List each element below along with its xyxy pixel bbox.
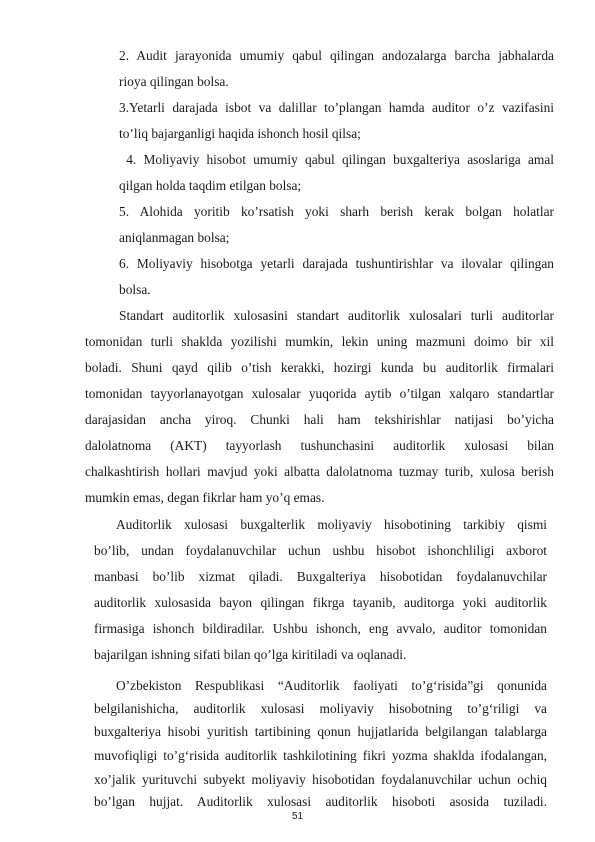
auditorlik-paragraph-line-5: firmasiga ishonch bildiradilar. Ushbu ishonch, eng avvalo, auditor tomonidan [94, 621, 547, 636]
standard-paragraph-line-2: tomonidan turli shaklda yozilishi mumkin, lekin uning mazmuni doimo bir xil [85, 334, 554, 349]
item-4-line-2: qilgan holda taqdim etilgan bolsa; [119, 178, 302, 193]
item-4-line-1: 4. Moliyaviy hisobot umumiy qabul qilingan buxgalteriya asoslariga amal [119, 152, 554, 167]
page-number: 51 [291, 811, 304, 822]
standard-paragraph-line-8: mumkin emas, degan fikrlar ham yo’q emas. [85, 490, 325, 505]
standard-paragraph-line-5: darajasidan ancha yiroq. Chunki hali ham tekshirishlar natijasi bo’yicha [85, 412, 554, 427]
item-5-line-2: aniqlanmagan bolsa; [119, 230, 230, 245]
auditorlik-paragraph-line-3: manbasi bo’lib xizmat qiladi. Buxgalteriya hisobotidan foydalanuvchilar [94, 569, 547, 584]
item-3-line-1: 3.Yetarli darajada isbot va dalillar to’plangan hamda auditor o’z vazifasini [119, 100, 554, 115]
law-paragraph-line-6: bo’lgan hujjat. Auditorlik xulosasi auditorlik hisoboti asosida tuziladi. [94, 794, 547, 809]
law-paragraph-line-2: belgilanishicha, auditorlik xulosasi moliyaviy hisobotning to’g‘riligi va [94, 701, 547, 716]
standard-paragraph-line-7: chalkashtirish hollari mavjud yoki albatta dalolatnoma tuzmay turib, xulosa berish [85, 464, 554, 479]
auditorlik-paragraph-line-2: bo’lib, undan foydalanuvchilar uchun ushbu hisobot ishonchliligi axborot [94, 543, 547, 558]
law-paragraph-line-3: buxgalteriya hisobi yuritish tartibining qonun hujjatlarida belgilangan talablarga [94, 724, 547, 739]
auditorlik-paragraph-line-1: Auditorlik xulosasi buxgalterlik moliyaviy hisobotining tarkibiy qismi [116, 517, 547, 532]
item-6-line-2: bolsa. [119, 282, 151, 297]
standard-paragraph-line-3: boladi. Shuni qayd qilib o’tish kerakki, hozirgi kunda bu auditorlik firmalari [85, 360, 554, 375]
item-5-line-1: 5. Alohida yoritib ko’rsatish yoki sharh berish kerak bolgan holatlar [119, 204, 554, 219]
auditorlik-paragraph-line-6: bajarilgan ishning sifati bilan qo’lga kiritiladi va oqlanadi. [94, 647, 407, 662]
standard-paragraph-line-6: dalolatnoma (AKT) tayyorlash tushunchasini auditorlik xulosasi bilan [85, 438, 554, 453]
item-2-line-1: 2. Audit jarayonida umumiy qabul qilingan andozalarga barcha jabhalarda [119, 48, 554, 63]
law-paragraph-line-1: O’zbekiston Respublikasi “Auditorlik faoliyati to’g‘risida”gi qonunida [116, 678, 547, 693]
standard-paragraph-line-4: tomonidan tayyorlanayotgan xulosalar yuqorida aytib o’tilgan xalqaro standartlar [85, 386, 554, 401]
item-2-line-2: rioya qilingan bolsa. [119, 74, 229, 89]
item-6-line-1: 6. Moliyaviy hisobotga yetarli darajada tushuntirishlar va ilovalar qilingan [119, 256, 554, 271]
item-3-line-2: to’liq bajarganligi haqida ishonch hosil qilsa; [119, 126, 361, 141]
standard-paragraph-line-1: Standart auditorlik xulosasini standart auditorlik xulosalari turli auditorlar [119, 308, 554, 323]
law-paragraph-line-5: xo’jalik yurituvchi subyekt moliyaviy hisobotidan foydalanuvchilar uchun ochiq [94, 772, 547, 787]
auditorlik-paragraph-line-4: auditorlik xulosasida bayon qilingan fikrga tayanib, auditorga yoki auditorlik [94, 595, 547, 610]
law-paragraph-line-4: muvofiqligi to’g‘risida auditorlik tashkilotining fikri yozma shaklda ifodalangan, [94, 748, 547, 763]
